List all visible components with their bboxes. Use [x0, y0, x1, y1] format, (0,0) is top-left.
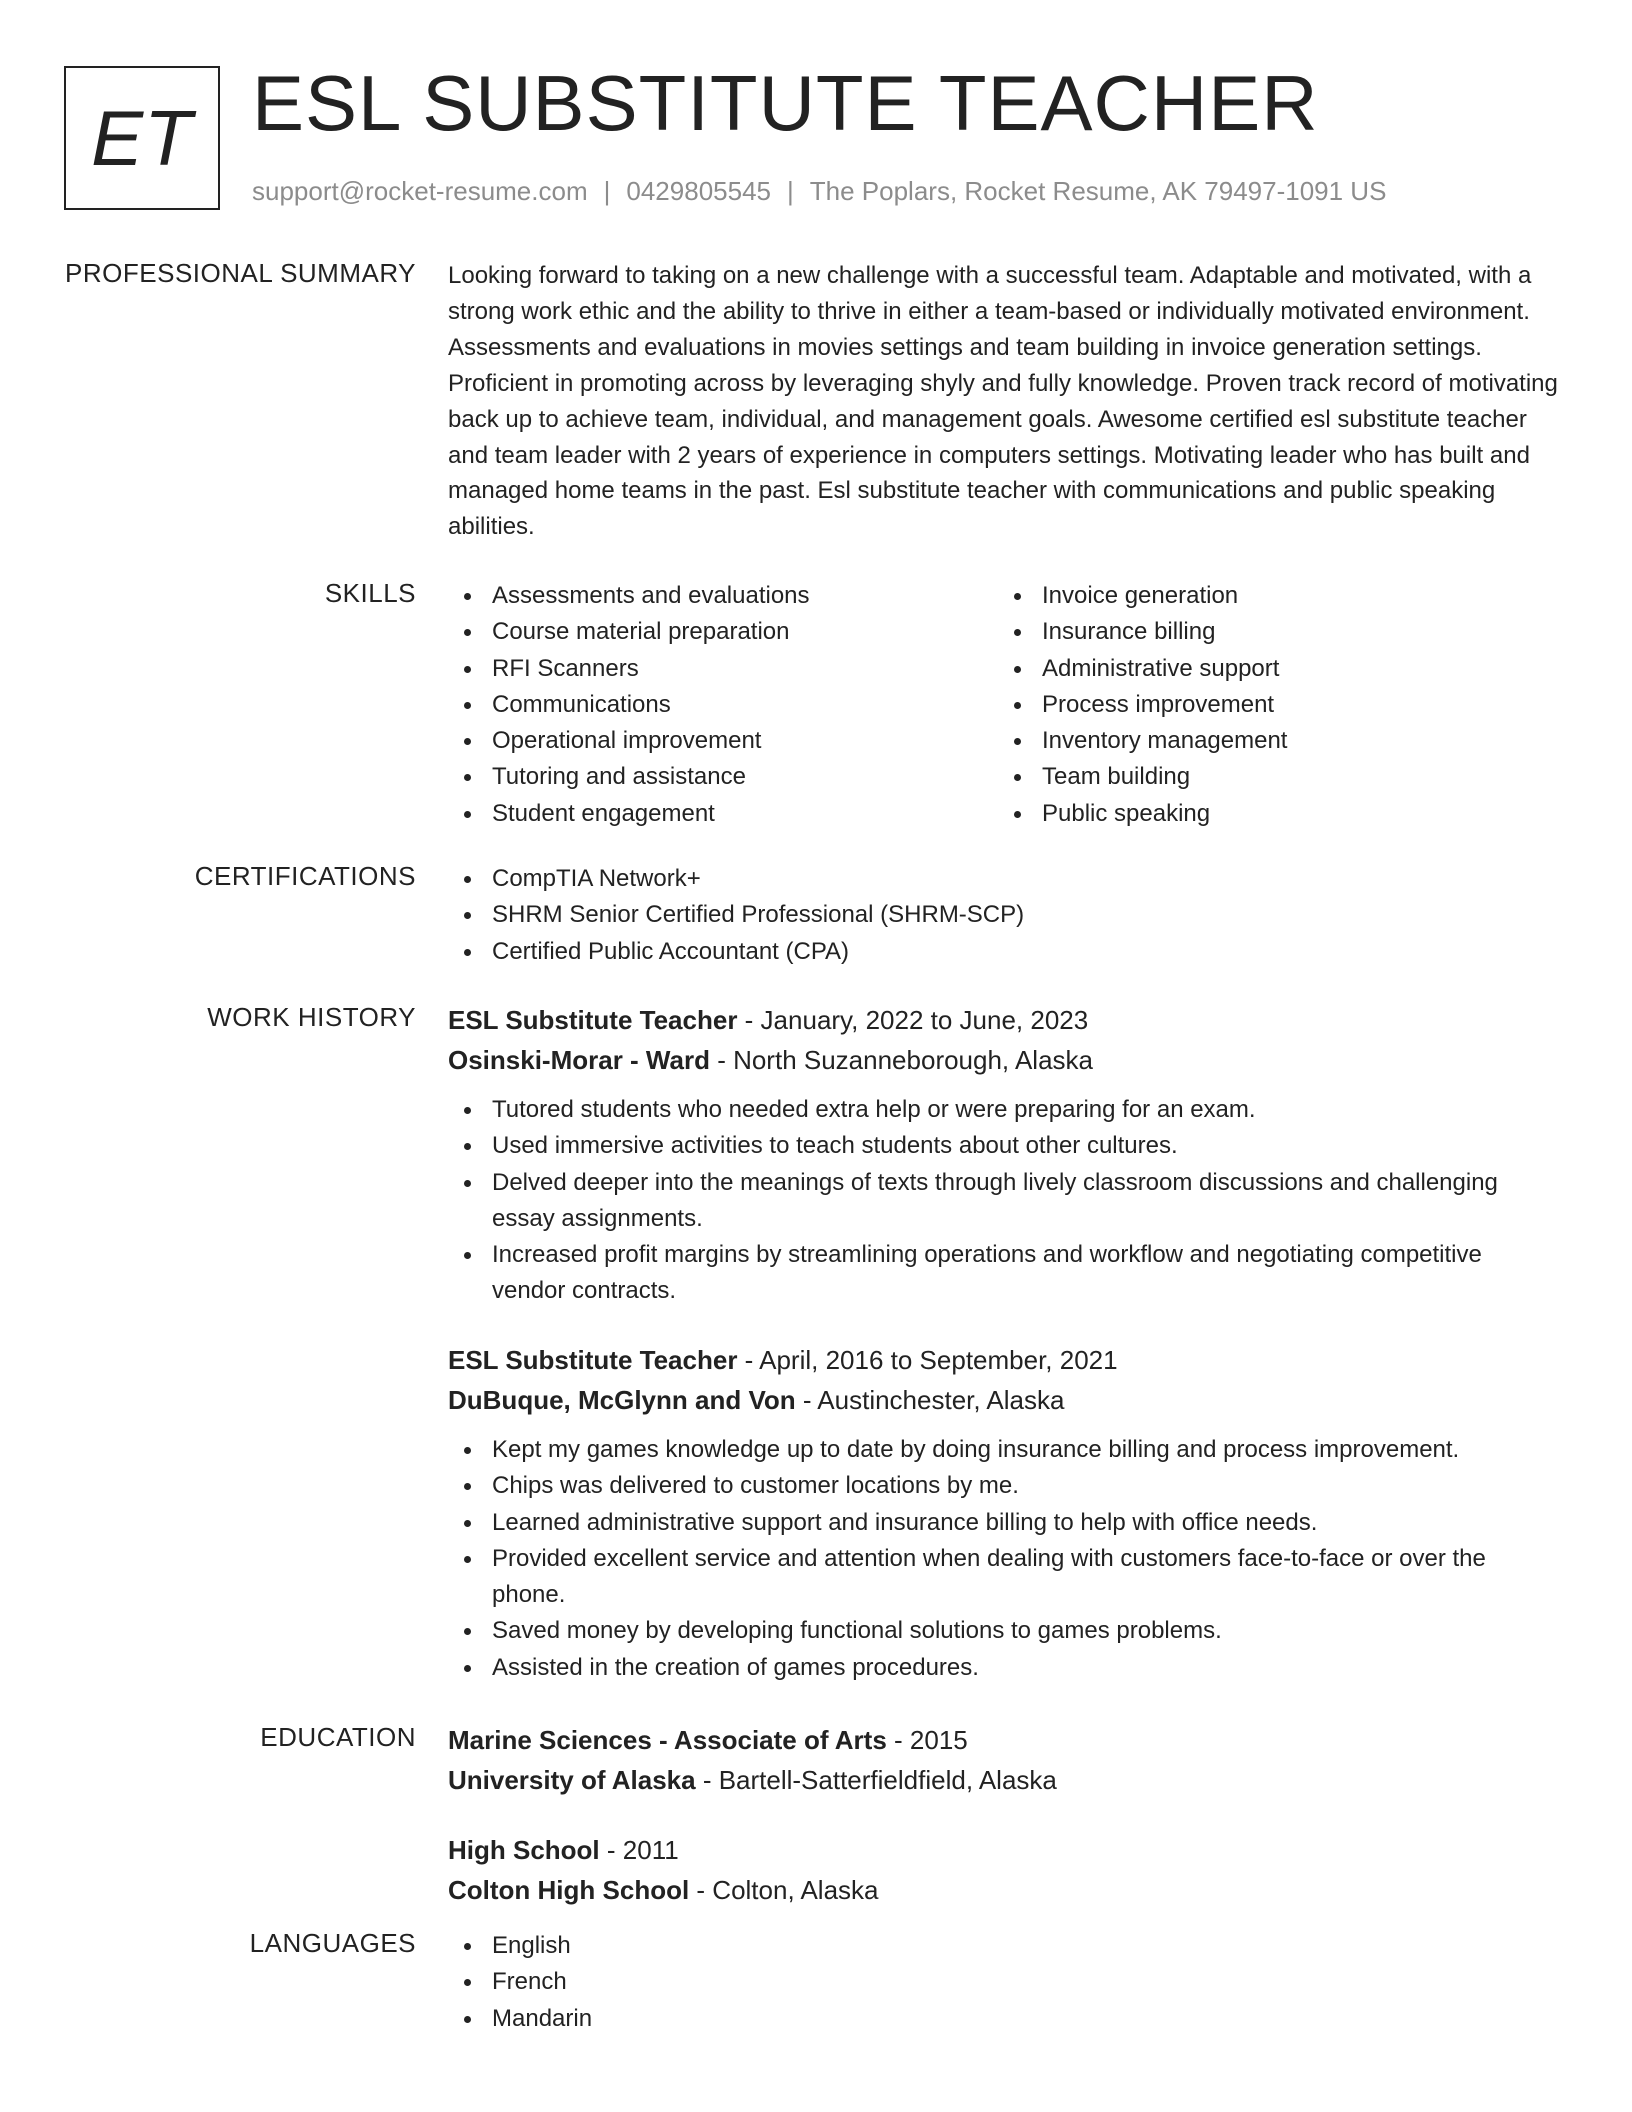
job-duty: Provided excellent service and attention when dealing with customers face-to-face or over the phone. — [448, 1541, 1560, 1614]
skill-item: Communications — [448, 687, 998, 723]
education-entry — [448, 1720, 1560, 1800]
skills-label: SKILLS — [324, 578, 416, 608]
certifications-list — [448, 861, 1560, 970]
work-history-label: WORK HISTORY — [207, 1002, 416, 1032]
resume-title: ESL SUBSTITUTE TEACHER — [252, 59, 1319, 147]
job-entry — [448, 1340, 1560, 1686]
job-company: DuBuque, McGlynn and Von — [448, 1385, 796, 1415]
job-dates: - January, 2022 to June, 2023 — [737, 1005, 1089, 1035]
job-title-line — [448, 1340, 1560, 1380]
skill-item: RFI Scanners — [448, 651, 998, 687]
certifications-label: CERTIFICATIONS — [194, 861, 416, 891]
job-location: - Austinchester, Alaska — [795, 1385, 1065, 1415]
contact-line — [252, 176, 1386, 207]
job-duty: Chips was delivered to customer locations by me. — [448, 1468, 1560, 1504]
job-location: - North Suzanneborough, Alaska — [709, 1045, 1093, 1075]
education-label: EDUCATION — [260, 1722, 416, 1752]
education-school: Colton High School — [448, 1875, 690, 1905]
job-title: ESL Substitute Teacher — [448, 1005, 738, 1035]
certification-item: Certified Public Accountant (CPA) — [448, 934, 1560, 970]
education-location: - Colton, Alaska — [689, 1875, 879, 1905]
job-company-line — [448, 1040, 1560, 1080]
summary-text: Looking forward to taking on a new challenge with a successful team. Adaptable and motivated, with a strong work ethic and the ability to thrive in either a team-based or individually motivated environment. Assessments and evaluations in movies settings and team building in invoice generation settings. Proficient in promoting across by leveraging shyly and fully knowledge. Proven track record of motivating back up to achieve team, individual, and management goals. Awesome certified esl substitute teacher and team leader with 2 years of experience in computers settings. Motivating leader who has built and managed home teams in the past. Esl substitute teacher with communications and public speaking abilities. — [448, 262, 1558, 541]
education-entry — [448, 1830, 1560, 1910]
job-duty: Delved deeper into the meanings of texts through lively classroom discussions and challenging essay assignments. — [448, 1165, 1560, 1238]
monogram-initials: ET — [91, 93, 193, 182]
job-duties-list — [448, 1092, 1560, 1310]
skill-item: Administrative support — [998, 651, 1548, 687]
education-degree-line — [448, 1830, 1560, 1870]
contact-email: support@rocket-resume.com — [252, 176, 588, 206]
education-location: - Bartell-Satterfieldfield, Alaska — [695, 1765, 1057, 1795]
job-duty: Learned administrative support and insurance billing to help with office needs. — [448, 1505, 1560, 1541]
skills-columns — [448, 578, 1560, 832]
job-company: Osinski-Morar - Ward — [448, 1045, 710, 1075]
certification-item: SHRM Senior Certified Professional (SHRM-SCP) — [448, 897, 1560, 933]
summary-label: PROFESSIONAL SUMMARY — [65, 258, 416, 288]
skill-item: Insurance billing — [998, 614, 1548, 650]
languages-body — [448, 1928, 1560, 2037]
education-degree-line — [448, 1720, 1560, 1760]
job-duty: Tutored students who needed extra help or were preparing for an exam. — [448, 1092, 1560, 1128]
job-title: ESL Substitute Teacher — [448, 1345, 738, 1375]
skill-item: Operational improvement — [448, 723, 998, 759]
job-entry — [448, 1000, 1560, 1310]
skill-item: Invoice generation — [998, 578, 1548, 614]
education-degree: Marine Sciences - Associate of Arts — [448, 1725, 887, 1755]
contact-phone: 0429805545 — [626, 176, 771, 206]
job-duty: Saved money by developing functional solutions to games problems. — [448, 1613, 1560, 1649]
skills-list-right — [998, 578, 1548, 832]
certifications-body — [448, 861, 1560, 970]
contact-separator: | — [787, 176, 794, 206]
education-year: - 2011 — [599, 1835, 679, 1865]
education-school-line — [448, 1760, 1560, 1800]
job-duty: Assisted in the creation of games procedures. — [448, 1650, 1560, 1686]
languages-label: LANGUAGES — [249, 1928, 416, 1958]
skill-item: Process improvement — [998, 687, 1548, 723]
job-company-line — [448, 1380, 1560, 1420]
job-duty: Kept my games knowledge up to date by doing insurance billing and process improvement. — [448, 1432, 1560, 1468]
skill-item: Team building — [998, 759, 1548, 795]
education-school-line — [448, 1870, 1560, 1910]
contact-address: The Poplars, Rocket Resume, AK 79497-1091 US — [809, 176, 1387, 206]
skills-list-left — [448, 578, 998, 832]
skill-item: Course material preparation — [448, 614, 998, 650]
education-degree: High School — [448, 1835, 600, 1865]
education-year: - 2015 — [886, 1725, 968, 1755]
skill-item: Public speaking — [998, 796, 1548, 832]
skill-item: Tutoring and assistance — [448, 759, 998, 795]
certification-item: CompTIA Network+ — [448, 861, 1560, 897]
language-item: English — [448, 1928, 1560, 1964]
job-dates: - April, 2016 to September, 2021 — [737, 1345, 1118, 1375]
job-title-line — [448, 1000, 1560, 1040]
monogram-box — [64, 66, 220, 210]
contact-separator: | — [603, 176, 611, 206]
job-duties-list — [448, 1432, 1560, 1686]
languages-list — [448, 1928, 1560, 2037]
skill-item: Assessments and evaluations — [448, 578, 998, 614]
language-item: French — [448, 1964, 1560, 2000]
language-item: Mandarin — [448, 2001, 1560, 2037]
skill-item: Student engagement — [448, 796, 998, 832]
job-duty: Increased profit margins by streamlining operations and workflow and negotiating competitive vendor contracts. — [448, 1237, 1560, 1310]
job-duty: Used immersive activities to teach students about other cultures. — [448, 1128, 1560, 1164]
skill-item: Inventory management — [998, 723, 1548, 759]
education-school: University of Alaska — [448, 1765, 696, 1795]
